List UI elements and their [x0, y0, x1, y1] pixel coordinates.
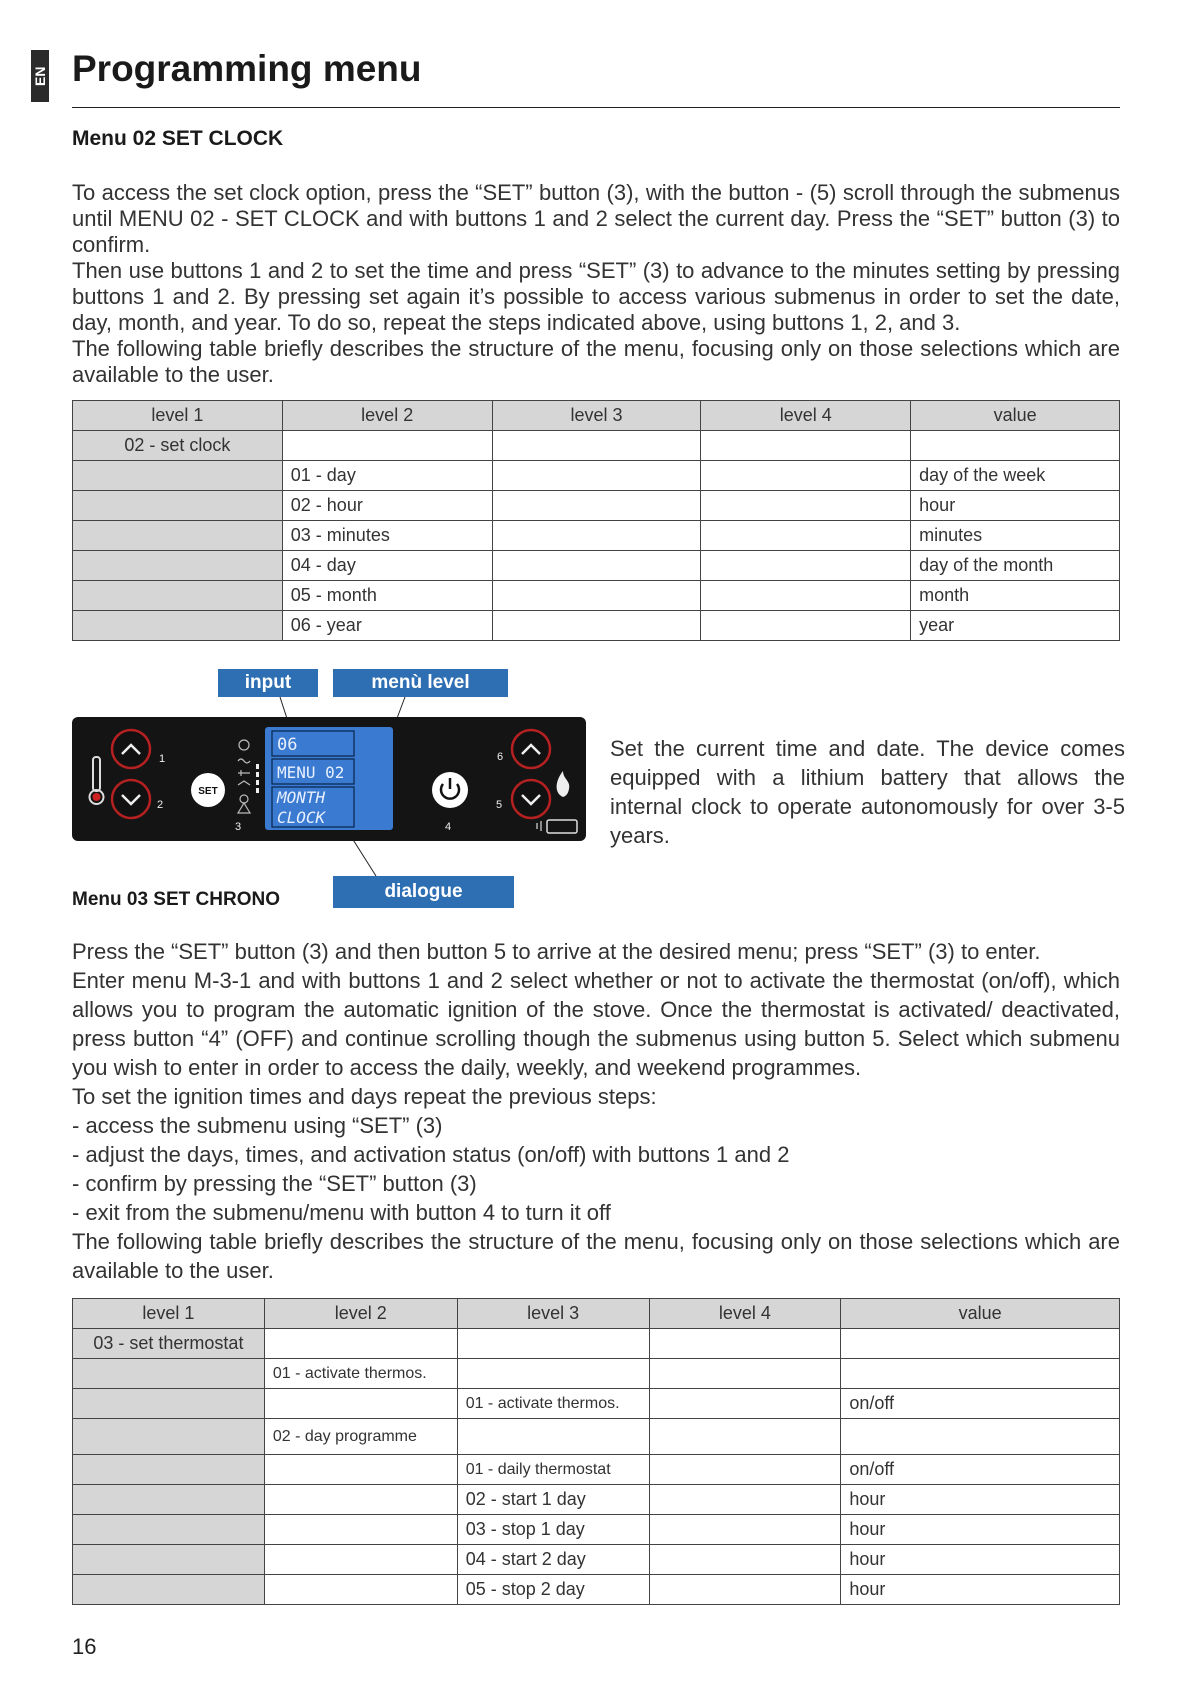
- set-button-label: SET: [198, 786, 218, 797]
- table-cell: [649, 1329, 841, 1359]
- table-cell: [264, 1455, 457, 1485]
- column-header: level 2: [264, 1299, 457, 1329]
- table-cell: 02 - start 1 day: [457, 1485, 649, 1515]
- table-cell: [264, 1575, 457, 1605]
- table-cell: day of the week: [911, 461, 1120, 491]
- fan-icon: [238, 759, 250, 763]
- menu02-paragraph: Then use buttons 1 and 2 to set the time and press “SET” (3) to advance to the minutes setting by pressing buttons 1 and 2. By pressing set again it’s possible to access various submenus in order to set the date, day, month, and year. To do so, repeat the steps indicated above, using buttons 1, 2, and 3.: [72, 258, 1120, 335]
- table-cell: [841, 1359, 1120, 1389]
- plug-icon: [238, 770, 250, 776]
- dialogue-label: dialogue: [333, 876, 514, 908]
- table-cell: [649, 1419, 841, 1455]
- column-header: level 4: [649, 1299, 841, 1329]
- column-header: value: [841, 1299, 1120, 1329]
- table-row: [73, 1359, 1120, 1389]
- status-icons: [238, 740, 250, 813]
- page-number: 16: [72, 1634, 97, 1659]
- language-tab: EN: [31, 50, 49, 102]
- table-cell: [649, 1515, 841, 1545]
- table-cell: 02 - day programme: [264, 1419, 457, 1455]
- column-header: level 3: [457, 1299, 649, 1329]
- down-button-2[interactable]: [112, 780, 150, 818]
- display-menu-level: MENU 02: [277, 763, 345, 782]
- menu03-line: To set the ignition times and days repeat the previous steps:: [72, 1084, 657, 1109]
- fan-speed-icon: [238, 781, 250, 785]
- table-cell: [264, 1329, 457, 1359]
- menu-level-label: menù level: [333, 669, 508, 697]
- table-cell: [264, 1485, 457, 1515]
- table-row: [73, 1389, 1120, 1419]
- column-header: level 4: [701, 401, 911, 431]
- table-cell: [457, 1419, 649, 1455]
- table-cell: [73, 1359, 265, 1389]
- clock-description: Set the current time and date. The device comes equipped with a lithium battery that allows the internal clock to operate autonomously for over 3-5 years.: [610, 736, 1125, 848]
- table-cell: [841, 1419, 1120, 1455]
- set-button[interactable]: [191, 773, 225, 807]
- table-cell: [649, 1575, 841, 1605]
- table-cell: 03 - minutes: [282, 521, 492, 551]
- menu03-line: Press the “SET” button (3) and then button 5 to arrive at the desired menu; press “SET” (3) to enter.: [72, 939, 1041, 964]
- lcd-display: [265, 727, 393, 830]
- button-number: 5: [496, 799, 503, 811]
- display-dialogue-line2: CLOCK: [277, 808, 326, 827]
- table-cell: on/off: [841, 1455, 1120, 1485]
- table-cell: 04 - day: [282, 551, 492, 581]
- display-dialogue-line1: MONTH: [277, 788, 326, 807]
- button-number: 4: [445, 821, 452, 833]
- warning-icon: [238, 803, 250, 813]
- table-cell: [73, 1389, 265, 1419]
- menu03-table: [72, 1298, 1120, 1605]
- table-cell: [649, 1389, 841, 1419]
- table-cell: 01 - day: [282, 461, 492, 491]
- menu03-line: - confirm by pressing the “SET” button (3): [72, 1171, 477, 1196]
- table-cell: [73, 1485, 265, 1515]
- down-button-5[interactable]: [512, 780, 550, 818]
- table-cell: 05 - month: [282, 581, 492, 611]
- signal-icon: [537, 821, 541, 831]
- table-row: [73, 1329, 1120, 1359]
- table-cell: [264, 1389, 457, 1419]
- table-cell: [649, 1485, 841, 1515]
- menu02-paragraph: To access the set clock option, press the “SET” button (3), with the button - (5) scroll through the submenus until MENU 02 - SET CLOCK and with buttons 1 and 2 select the current day. Press the “SET” button (3) to confirm.: [72, 180, 1120, 257]
- button-number: 2: [157, 799, 164, 811]
- table-cell: 02 - hour: [282, 491, 492, 521]
- display-input-value: 06: [277, 735, 298, 755]
- table-cell: [73, 1545, 265, 1575]
- table-cell: year: [911, 611, 1120, 641]
- control-panel: [72, 717, 586, 841]
- button-number: 3: [235, 821, 242, 833]
- flame-icon: [557, 771, 570, 797]
- menu02-paragraph: The following table briefly describes the structure of the menu, focusing only on those selections which are available to the user.: [72, 336, 1120, 387]
- input-label: input: [218, 669, 318, 697]
- table-cell: hour: [841, 1545, 1120, 1575]
- table-cell: 04 - start 2 day: [457, 1545, 649, 1575]
- table-cell: 01 - activate thermos.: [264, 1359, 457, 1389]
- column-header: level 1: [73, 401, 283, 431]
- table-cell: 03 - set thermostat: [73, 1329, 265, 1359]
- menu03-line: Enter menu M-3-1 and with buttons 1 and 2 select whether or not to activate the thermostat (on/off), which allows you to program the automatic ignition of the stove. Once the thermostat is activated/ deactivated, press button “4” (OFF) and continue scrolling though the submenus using button 5. Select which submenu you wish to enter in order to access the daily, weekly, and weekend programmes.: [72, 968, 1120, 1080]
- table-cell: [649, 1455, 841, 1485]
- table-cell: [73, 1515, 265, 1545]
- table-cell: 01 - activate thermos.: [457, 1389, 649, 1419]
- clock-icon: [239, 740, 249, 750]
- table-row: [73, 1575, 1120, 1605]
- menu02-heading: Menu 02 SET CLOCK: [72, 127, 284, 150]
- button-number: 1: [159, 753, 166, 765]
- menu03-line: The following table briefly describes the structure of the menu, focusing only on those selections which are available to the user.: [72, 1229, 1120, 1283]
- table-cell: hour: [841, 1485, 1120, 1515]
- power-button[interactable]: [432, 772, 468, 808]
- table-cell: [649, 1359, 841, 1389]
- table-cell: 03 - stop 1 day: [457, 1515, 649, 1545]
- button-number: 6: [497, 751, 504, 763]
- column-header: level 3: [492, 401, 701, 431]
- menu03-line: - adjust the days, times, and activation status (on/off) with buttons 1 and 2: [72, 1142, 790, 1167]
- column-header: level 1: [73, 1299, 265, 1329]
- up-button-6[interactable]: [512, 730, 550, 768]
- table-cell: [73, 1419, 265, 1455]
- table-cell: [73, 1575, 265, 1605]
- table-cell: [264, 1545, 457, 1575]
- table-cell: month: [911, 581, 1120, 611]
- table-header-row: [73, 1299, 1120, 1329]
- table-cell: 02 - set clock: [73, 431, 283, 461]
- menu03-heading: Menu 03 SET CHRONO: [72, 889, 280, 910]
- table-cell: hour: [841, 1575, 1120, 1605]
- menu03-text: [72, 937, 1120, 1285]
- table-cell: hour: [841, 1515, 1120, 1545]
- table-row: [73, 1485, 1120, 1515]
- up-button-1[interactable]: [112, 730, 150, 768]
- table-cell: [649, 1545, 841, 1575]
- table-cell: minutes: [911, 521, 1120, 551]
- table-cell: 01 - daily thermostat: [457, 1455, 649, 1485]
- settings-icon: [240, 795, 248, 803]
- table-cell: hour: [911, 491, 1120, 521]
- table-row: [73, 1545, 1120, 1575]
- table-cell: 06 - year: [282, 611, 492, 641]
- column-header: value: [911, 401, 1120, 431]
- menu03-line: - access the submenu using “SET” (3): [72, 1113, 443, 1138]
- table-cell: [73, 1455, 265, 1485]
- battery-icon: [547, 820, 577, 833]
- table-row: [73, 1419, 1120, 1455]
- thermometer-icon: [90, 757, 104, 804]
- page-title: Programming menu: [72, 48, 422, 89]
- table-cell: [264, 1515, 457, 1545]
- column-header: level 2: [282, 401, 492, 431]
- table-cell: [457, 1329, 649, 1359]
- table-cell: [457, 1359, 649, 1389]
- table-cell: on/off: [841, 1389, 1120, 1419]
- table-cell: 05 - stop 2 day: [457, 1575, 649, 1605]
- table-row: [73, 1455, 1120, 1485]
- menu03-line: - exit from the submenu/menu with button 4 to turn it off: [72, 1200, 611, 1225]
- table-cell: day of the month: [911, 551, 1120, 581]
- table-row: [73, 1515, 1120, 1545]
- table-cell: [841, 1329, 1120, 1359]
